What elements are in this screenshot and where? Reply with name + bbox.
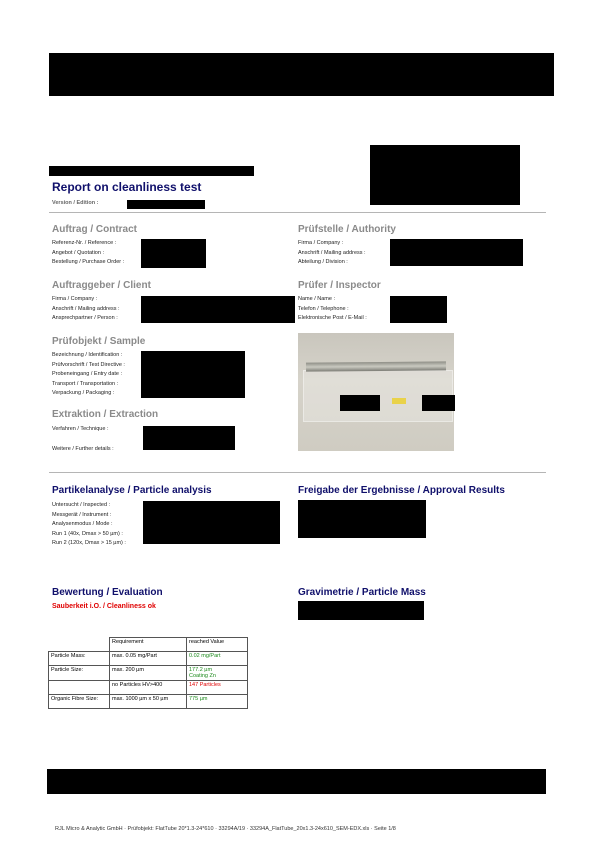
footer-text: RJL Micro & Analytic GmbH · Prüfobjekt: FlatTube 20*1.3-24*610 · 33294A/19 · 33294A_FlatTube_20x1.3-24x610_SEM-EDX.xls · Seite 1/8	[55, 826, 396, 832]
sample-packaging-label: Verpackung / Packaging :	[52, 390, 115, 396]
inspector-values-redacted	[390, 296, 447, 323]
divider-top	[49, 212, 546, 213]
extraction-values-redacted	[143, 426, 235, 450]
client-values-redacted	[141, 296, 295, 323]
version-label: Version / Edition :	[52, 200, 99, 206]
sample-identification-label: Bezeichnung / Identification :	[52, 352, 123, 358]
approval-redacted	[298, 500, 426, 538]
client-person-label: Ansprechpartner / Person :	[52, 315, 118, 321]
instrument-label: Messgerät / Instrument :	[52, 511, 112, 518]
mode-label: Analysenmodus / Mode :	[52, 521, 113, 527]
inspector-email-label: Elektronische Post / E-Mail :	[298, 315, 367, 321]
logo-redacted	[370, 145, 520, 205]
inspector-labels	[298, 295, 367, 324]
table-row	[49, 681, 248, 695]
extraction-heading: Extraktion / Extraction	[52, 409, 159, 420]
sample-labels	[52, 351, 125, 399]
photo-label-redacted-2	[422, 395, 455, 411]
subtitle-redacted	[49, 166, 254, 176]
authority-values-redacted	[390, 239, 523, 266]
row-value-main: 177.2 µm	[189, 667, 213, 673]
header-reached-value: reached Value	[187, 638, 248, 652]
results-header-row	[49, 638, 248, 652]
row-requirement: max. 0.05 mg/Part	[110, 652, 187, 666]
inspector-name-label: Name / Name :	[298, 296, 335, 302]
particle-analysis-heading: Partikelanalyse / Particle analysis	[52, 485, 212, 496]
client-heading: Auftraggeber / Client	[52, 280, 151, 291]
extraction-details-label: Weitere / Further details :	[52, 446, 114, 452]
divider-middle	[49, 472, 546, 473]
client-labels	[52, 295, 120, 324]
row-label	[49, 681, 110, 695]
row-requirement: max. 200 µm	[110, 666, 187, 681]
row-value: 0.02 mg/Part	[187, 652, 248, 666]
gravimetry-redacted	[298, 601, 424, 620]
contract-values-redacted	[141, 239, 206, 268]
header-banner-redacted	[49, 53, 554, 96]
sample-photo-tube	[306, 361, 446, 371]
authority-labels	[298, 239, 366, 268]
header-empty-cell	[49, 638, 110, 652]
authority-company-label: Firma / Company :	[298, 240, 344, 246]
contract-quotation-label: Angebot / Quotation :	[52, 249, 104, 256]
sample-entry-date-label: Probeneingang / Entry date :	[52, 371, 123, 377]
row-requirement: no Particles HV>400	[110, 681, 187, 695]
row-value-coating: Coating Zn	[189, 673, 216, 679]
contract-reference-label: Referenz-Nr. / Reference :	[52, 240, 117, 246]
inspector-phone-label: Telefon / Telephone :	[298, 305, 349, 312]
photo-yellow-sticker	[392, 398, 406, 404]
header-requirement: Requirement	[110, 638, 187, 652]
row-value	[187, 666, 248, 681]
gravimetry-heading: Gravimetrie / Particle Mass	[298, 587, 426, 598]
authority-division-label: Abteilung / Division :	[298, 259, 348, 265]
authority-heading: Prüfstelle / Authority	[298, 224, 396, 235]
cleanliness-status: Sauberkeit i.O. / Cleanliness ok	[52, 603, 156, 610]
inspector-heading: Prüfer / Inspector	[298, 280, 381, 291]
contract-heading: Auftrag / Contract	[52, 224, 137, 235]
contract-labels	[52, 239, 124, 268]
row-value: 147 Particles	[187, 681, 248, 695]
approval-heading: Freigabe der Ergebnisse / Approval Results	[298, 485, 505, 496]
run1-label: Run 1 (40x, Dmax > 50 µm) :	[52, 530, 123, 537]
particle-analysis-labels	[52, 501, 126, 549]
authority-address-label: Anschrift / Mailing address :	[298, 249, 366, 256]
particle-analysis-values-redacted	[143, 501, 280, 544]
photo-label-redacted-1	[340, 395, 380, 411]
sample-heading: Prüfobjekt / Sample	[52, 336, 146, 347]
row-label: Particle Size:	[49, 666, 110, 681]
sample-values-redacted	[141, 351, 245, 398]
table-row	[49, 695, 248, 709]
run2-label: Run 2 (120x, Dmax > 15 µm) :	[52, 540, 126, 546]
row-requirement: max. 1000 µm x 50 µm	[110, 695, 187, 709]
row-label: Particle Mass:	[49, 652, 110, 666]
table-row	[49, 652, 248, 666]
client-company-label: Firma / Company :	[52, 296, 98, 302]
table-row	[49, 666, 248, 681]
report-title: Report on cleanliness test	[52, 180, 202, 194]
client-address-label: Anschrift / Mailing address :	[52, 305, 120, 312]
row-label: Organic Fibre Size:	[49, 695, 110, 709]
version-redacted	[127, 200, 205, 209]
extraction-technique-label: Verfahren / Technique :	[52, 426, 109, 432]
results-table	[48, 637, 248, 709]
evaluation-heading: Bewertung / Evaluation	[52, 587, 163, 598]
row-value: 775 µm	[187, 695, 248, 709]
footer-banner-redacted	[47, 769, 546, 794]
sample-directive-label: Prüfvorschrift / Test Directive :	[52, 361, 125, 368]
contract-po-label: Bestellung / Purchase Order :	[52, 259, 125, 265]
inspected-label: Untersucht / Inspected :	[52, 502, 111, 508]
sample-transport-label: Transport / Transportation :	[52, 380, 119, 387]
